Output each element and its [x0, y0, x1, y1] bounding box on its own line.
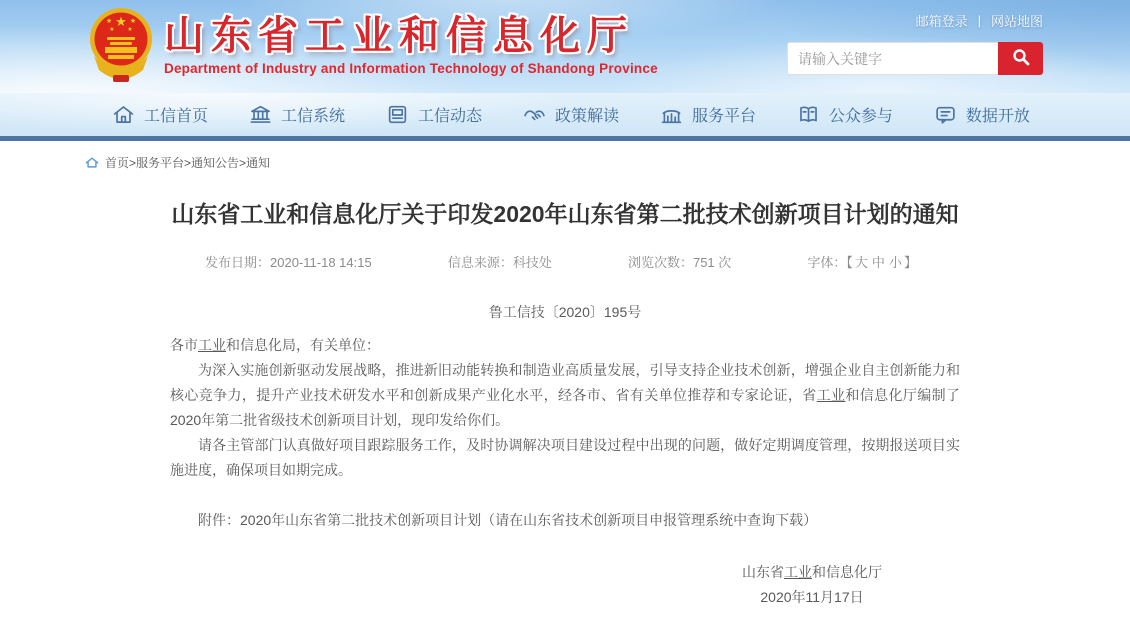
nav-item-label: 工信系统 — [280, 108, 345, 125]
salutation-line: 各市工业和信息化局，有关单位： — [170, 337, 380, 353]
search-button[interactable] — [998, 42, 1043, 75]
breadcrumb-path[interactable]: 首页>服务平台>通知公告>通知 — [105, 156, 271, 170]
nav-item-news[interactable] — [386, 103, 482, 126]
sitemap-link[interactable]: 网站地图 — [990, 14, 1043, 29]
svg-text:★: ★ — [105, 18, 113, 25]
font-size-medium-button[interactable]: 中 — [871, 255, 885, 270]
article-meta — [205, 252, 917, 271]
nav-item-label: 工信首页 — [144, 108, 209, 125]
open-book-icon — [797, 103, 820, 126]
article-body — [170, 333, 960, 533]
news-icon — [386, 103, 409, 126]
site-subtitle: Department of Industry and Information Technology of Shandong Province — [164, 61, 658, 76]
site-header — [0, 0, 1130, 93]
signature-block — [742, 560, 882, 610]
site-search — [787, 42, 1043, 75]
svg-text:★: ★ — [115, 14, 127, 29]
publish-date: 发布日期：2020-11-18 14:15 — [205, 255, 372, 270]
site-title: 山东省工业和信息化厅 — [164, 14, 634, 58]
national-emblem-logo — [88, 6, 154, 86]
paragraph-1: 为深入实施创新驱动发展战略，推进新旧动能转换和制造业高质量发展，引导支持企业技术创新，增强企业自主创新能力和核心竞争力，提升产业技术研发水平和创新成果产业化水平，经各市、省有关单位推荐和专家论证，省工业和信息化厅编制了2020年第二批省级技术创新项目计划，现印发给你们。 — [170, 362, 961, 428]
nav-item-label: 数据开放 — [965, 108, 1030, 125]
search-icon — [1011, 47, 1031, 70]
nav-item-participation[interactable] — [797, 103, 893, 126]
breadcrumb — [85, 154, 1130, 171]
chat-bubble-icon — [934, 103, 957, 126]
bank-icon — [249, 103, 272, 126]
platform-chart-icon — [660, 103, 683, 126]
nav-item-system[interactable] — [249, 103, 345, 126]
article-content — [0, 141, 1130, 610]
site-brand — [88, 6, 658, 86]
document-number: 鲁工信技〔2020〕195号 — [488, 304, 642, 320]
paragraph-2: 请各主管部门认真做好项目跟踪服务工作，及时协调解决项目建设过程中出现的问题，做好定期调度管理，按期报送项目实施进度，确保项目如期完成。 — [170, 437, 960, 478]
font-size-large-button[interactable]: 大 — [854, 255, 868, 270]
nav-item-label: 服务平台 — [691, 108, 756, 125]
main-nav — [0, 93, 1130, 136]
signature-org: 山东省工业和信息化厅 — [742, 564, 882, 580]
signature-date: 2020年11月17日 — [760, 589, 864, 605]
handshake-icon — [523, 103, 546, 126]
header-top-links — [916, 11, 1043, 30]
nav-item-services[interactable] — [660, 103, 756, 126]
page-title: 山东省工业和信息化厅关于印发2020年山东省第二批技术创新项目计划的通知 — [171, 201, 959, 227]
brand-text — [164, 6, 658, 76]
mail-login-link[interactable]: 邮箱登录 — [915, 14, 968, 29]
nav-item-label: 公众参与 — [828, 108, 893, 125]
nav-item-policy[interactable] — [523, 103, 619, 126]
breadcrumb-home-icon — [85, 156, 99, 169]
svg-text:★: ★ — [109, 27, 115, 33]
nav-item-open-data[interactable] — [934, 103, 1030, 126]
font-size-small-button[interactable]: 小 — [888, 255, 902, 270]
search-input[interactable] — [787, 42, 998, 75]
top-links-separator: | — [977, 13, 981, 28]
info-source: 信息来源：科技处 — [447, 255, 552, 270]
view-count: 浏览次数：751 次 — [627, 255, 732, 270]
font-size-control: 字体：【 大 中 小 】 — [807, 255, 917, 270]
nav-item-label: 工信动态 — [417, 108, 482, 125]
attachment-line: 附件：2020年山东省第二批技术创新项目计划（请在山东省技术创新项目申报管理系统中查询下载） — [198, 512, 818, 528]
nav-item-label: 政策解读 — [554, 108, 619, 125]
home-icon — [112, 103, 135, 126]
nav-item-home[interactable] — [112, 103, 208, 126]
svg-text:★: ★ — [129, 18, 137, 25]
svg-text:★: ★ — [127, 27, 133, 33]
